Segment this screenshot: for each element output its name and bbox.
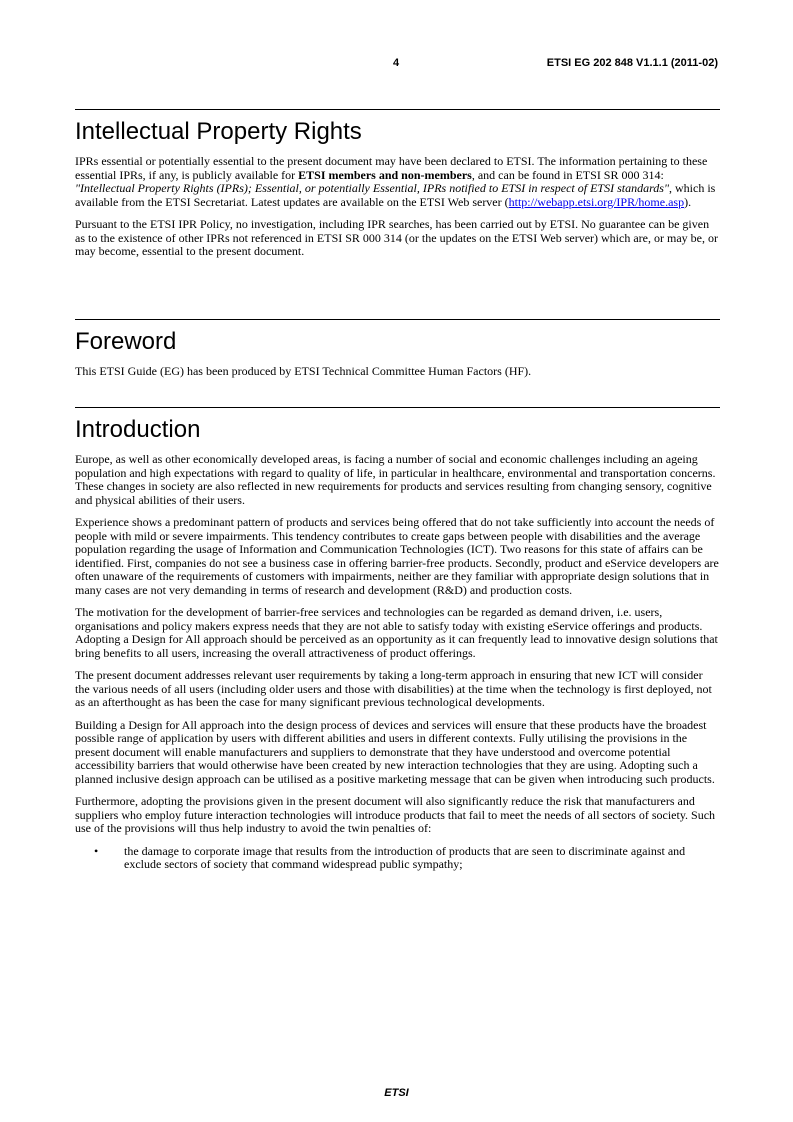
- list-item: [75, 845, 720, 872]
- intro-paragraph-6: Furthermore, adopting the provisions given in the present document will also significantly reduce the risk that manufacturers and suppliers who employ future interaction technologies will introduce products that fail to meet the needs of all sectors of society. Such use of the provisions will thus help industry to avoid the twin penalties of:: [75, 794, 716, 835]
- section-divider: [75, 319, 720, 320]
- foreword-paragraph: This ETSI Guide (EG) has been produced by ETSI Technical Committee Human Factors (HF).: [75, 364, 532, 378]
- ipr-text-a: IPRs essential or potentially essential to the present document may have been declared to ETSI. The information pertaining to these essential IPRs, if any, is publicly available for: [75, 154, 708, 182]
- ipr-paragraph-1: [75, 155, 720, 209]
- ipr-text-b: , and can be found in ETSI SR 000 314:: [471, 167, 664, 182]
- ipr-heading: Intellectual Property Rights: [75, 118, 362, 145]
- footer-etsi: ETSI: [384, 1087, 409, 1099]
- bullet-list: [75, 845, 720, 872]
- bullet-icon: •: [94, 843, 99, 858]
- section-ipr: [75, 109, 720, 268]
- page-number: 4: [393, 57, 400, 69]
- foreword-heading: Foreword: [75, 328, 177, 355]
- section-introduction: [75, 407, 720, 872]
- intro-paragraph-1: Europe, as well as other economically developed areas, is facing a number of social and economic challenges including an ageing population and high expectations with regard to quality of life, in particular in healthcare, environmental and transportation concerns. These changes in society are also reflected in new requirements for products and services resulting from changing sensory, cognitive and physical abilities of their users.: [75, 452, 716, 507]
- section-divider: [75, 407, 720, 408]
- document-id: ETSI EG 202 848 V1.1.1 (2011-02): [546, 57, 718, 69]
- ipr-text-c: , which is available from the ETSI Secretariat. Latest updates are available on the ETSI Web server (: [75, 181, 716, 209]
- ipr-text-bold: ETSI members and non-members: [298, 167, 472, 182]
- intro-paragraph-2: Experience shows a predominant pattern of products and services being offered that do not take sufficiently into account the needs of people with mild or severe impairments. This tendency contributes to create gaps between people with disabilities and the average population regarding the usage of Information and Communication Technologies (ICT). Two reasons for this state of affairs can be identified. First, companies do not see a business case in offering barrier-free products. Secondly, product and eService developers are often unaware of the requirements of customers with impairments, neither are they familiar with appropriate design solutions that in many cases are not very demanding in terms of research and development (R&D) and production costs.: [75, 515, 719, 597]
- ipr-text-italic: "Intellectual Property Rights (IPRs); Essential, or potentially Essential, IPRs notified to ETSI in respect of ETSI standards": [75, 181, 669, 195]
- introduction-heading: Introduction: [75, 416, 201, 443]
- section-divider: [75, 109, 720, 110]
- intro-paragraph-5: Building a Design for All approach into the design process of devices and services will ensure that these products have the broadest possible range of application by users with different abilities and users in different contexts. Fully utilising the provisions in the present document will enable manufacturers and suppliers to demonstrate that they have understood and overcome potential accessibility barriers that would otherwise have been created by new interaction technologies that they are using. Adopting such a planned inclusive design approach can be utilised as a positive marketing message that can be given when introducing such products.: [75, 717, 715, 786]
- list-item-text: the damage to corporate image that results from the introduction of products that are seen to discriminate against and exclude sectors of society that command widespread public sympathy;: [124, 843, 686, 871]
- ipr-link[interactable]: http://webapp.etsi.org/IPR/home.asp: [508, 194, 685, 209]
- intro-paragraph-4: The present document addresses relevant user requirements by taking a long-term approach in ensuring that new ICT will consider the various needs of all users (including older users and those with disabilities) at the time when the technology is first deployed, not as an afterthought as has been the case for many significant previous technological developments.: [75, 668, 712, 709]
- section-foreword: [75, 319, 720, 388]
- ipr-paragraph-2: Pursuant to the ETSI IPR Policy, no investigation, including IPR searches, has been carried out by ETSI. No guarantee can be given as to the existence of other IPRs not referenced in ETSI SR 000 314 (or the updates on the ETSI Web server) which are, or may be, or may become, essential to the present document.: [75, 217, 718, 258]
- ipr-text-d: ).: [684, 194, 692, 209]
- intro-paragraph-3: The motivation for the development of barrier-free services and technologies can be regarded as demand driven, i.e. users, organisations and policy makers express needs that they are not able to satisfy today with existing eService offerings and products. Adopting a Design for All approach should be perceived as an opportunity as it can frequently lead to innovative design solutions that bring benefits to all users, increasing the overall attractiveness of product offerings.: [75, 605, 718, 660]
